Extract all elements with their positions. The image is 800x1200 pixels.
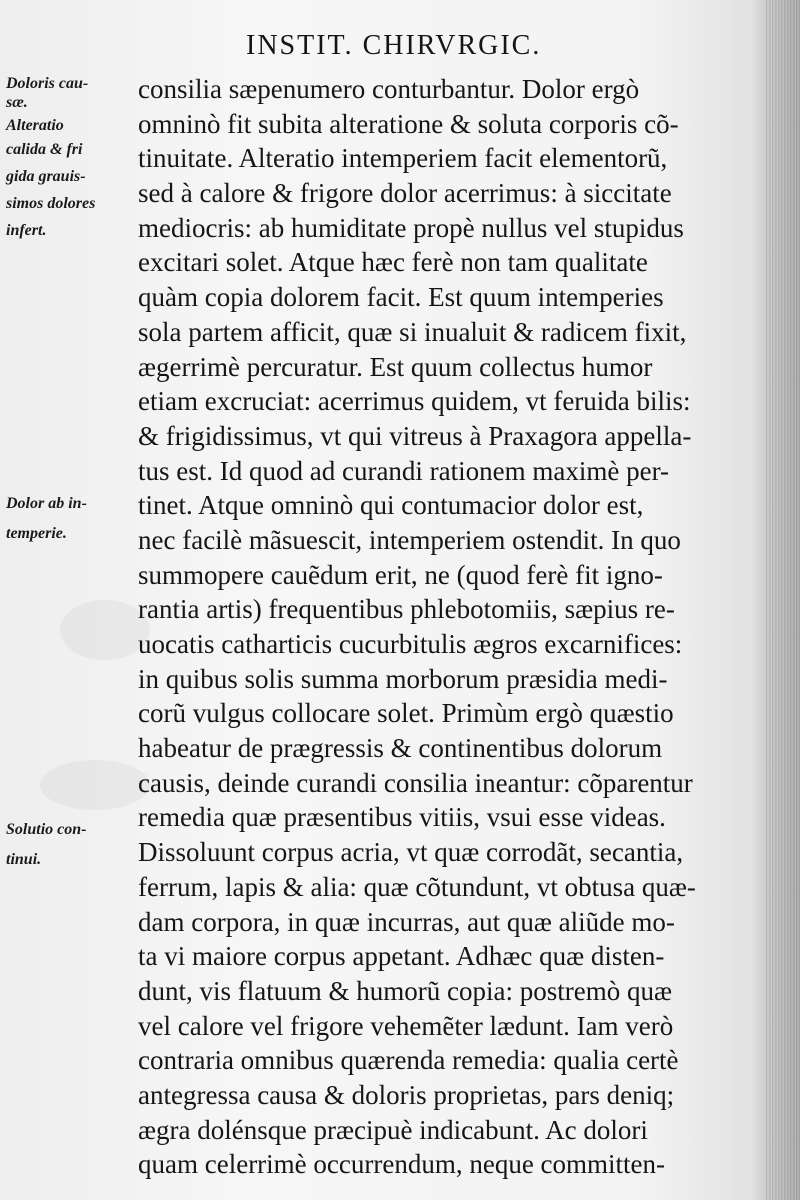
text-line: habeatur de prægressis & continentibus dolorum <box>138 733 663 764</box>
margin-note-line: Doloris cau- <box>6 75 89 92</box>
text-line: dam corpora, in quæ incurras, aut quæ aliũde mo- <box>138 906 675 937</box>
text-line: uocatis catharticis cucurbitulis ægros excarnifices: <box>138 629 683 659</box>
text-line: antegressa causa & doloris proprietas, pars deniq; <box>138 1079 675 1110</box>
text-line: summopere cauẽdum erit, ne (quod ferè fit igno- <box>138 559 663 590</box>
text-line: tinet. Atque omninò qui contumacior dolor est, <box>138 490 644 521</box>
paper-stain <box>60 600 150 660</box>
text-line: in quibus solis summa morborum præsidia medi- <box>138 663 668 694</box>
margin-note-line: infert. <box>6 222 47 239</box>
margin-note-line: gida grauis- <box>6 168 86 185</box>
margin-note-line: Alteratio <box>6 117 64 134</box>
margin-note-line: sæ. <box>6 94 28 111</box>
text-line: omninò fit subita alteratione & soluta corporis cõ- <box>138 108 679 139</box>
body-text <box>138 72 718 1182</box>
margin-note-line: Solutio con- <box>6 821 87 838</box>
margin-note-line: temperie. <box>6 525 67 542</box>
margin-note-line: calida & fri <box>6 141 83 158</box>
margin-note-line: simos dolores <box>6 195 96 212</box>
text-line: ægerrimè percuratur. Est quum collectus humor <box>138 351 653 382</box>
paper-stain <box>40 760 150 810</box>
margin-note-doloris-causae <box>6 72 130 243</box>
text-line: excitari solet. Atque hæc ferè non tam qualitate <box>138 247 648 278</box>
margin-note-line: Dolor ab in- <box>6 495 87 512</box>
text-line: mediocris: ab humiditate propè nullus vel stupidus <box>138 212 684 243</box>
text-line: causis, deinde curandi consilia ineantur: cõparentur <box>138 767 693 798</box>
running-head: INSTIT. CHIRVRGIC. <box>246 30 542 61</box>
text-line: vel calore vel frigore vehemẽter lædunt. Iam verò <box>138 1010 674 1041</box>
text-line: Dissoluunt corpus acria, vt quæ corrodãt, secantia, <box>138 837 684 868</box>
text-line: remedia quæ præsentibus vitiis, vsui esse videas. <box>138 802 666 833</box>
text-line: etiam excruciat: acerrimus quidem, vt feruida bilis: <box>138 386 691 417</box>
text-line: ferrum, lapis & alia: quæ cõtundunt, vt obtusa quæ- <box>138 871 696 902</box>
page-edge-shadow <box>766 0 800 1200</box>
text-line: contraria omnibus quærenda remedia: qualia certè <box>138 1045 679 1076</box>
text-line: quàm copia dolorem facit. Est quum intemperies <box>138 282 664 313</box>
margin-note-dolor-ab-intemperie <box>6 492 130 546</box>
text-line: tinuitate. Alteratio intemperiem facit elementorũ, <box>138 143 668 174</box>
text-line: dunt, vis flatuum & humorũ copia: postremò quæ <box>138 975 672 1006</box>
text-line: sed à calore & frigore dolor acerrimus: à siccitate <box>138 178 672 209</box>
text-line: ægra dolénsque præcipuè indicabunt. Ac dolori <box>138 1114 648 1145</box>
text-line: nec facilè mãsuescit, intemperiem ostendit. In quo <box>138 524 681 555</box>
margin-note-line: tinui. <box>6 851 42 868</box>
text-line: ta vi maiore corpus appetant. Adhæc quæ disten- <box>138 941 665 972</box>
text-line: & frigidissimus, vt qui vitreus à Praxagora appella- <box>138 420 692 451</box>
text-line: sola partem afficit, quæ si inualuit & radicem fixit, <box>138 316 687 347</box>
text-line: consilia sæpenumero conturbantur. Dolor ergò <box>138 74 640 104</box>
text-line: tus est. Id quod ad curandi rationem maximè per- <box>138 455 670 486</box>
text-line: rantia artis) frequentibus phlebotomiis, sæpius re- <box>138 594 675 625</box>
text-line: quam celerrimè occurrendum, neque committen- <box>138 1149 666 1180</box>
text-line: corũ vulgus collocare solet. Primùm ergò quæstio <box>138 698 674 729</box>
margin-note-solutio-continui <box>6 818 130 872</box>
